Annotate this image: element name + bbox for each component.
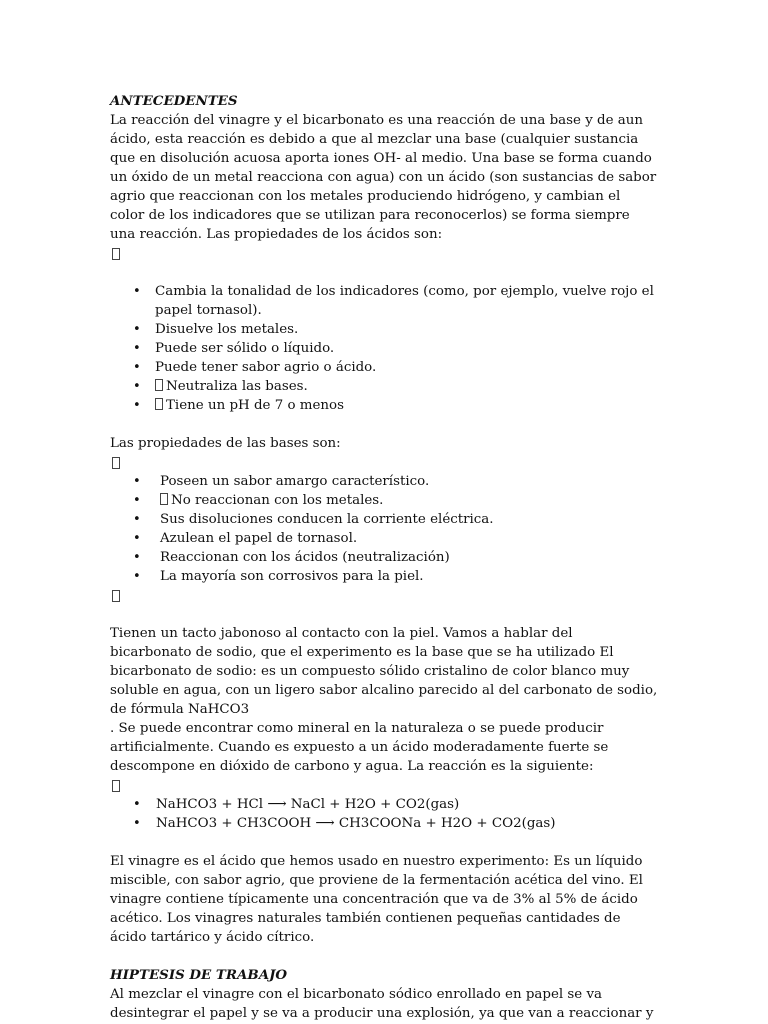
list-item: • No reaccionan con los metales. xyxy=(160,491,658,510)
missing-glyph-box xyxy=(155,379,163,391)
list-item: • Puede ser sólido o líquido. xyxy=(155,339,658,358)
reactions-list xyxy=(110,795,658,833)
reaction-item: • NaHCO3 + HCl ⟶ NaCl + H2O + CO2(gas) xyxy=(156,795,658,814)
list-item: • Tiene un pH de 7 o menos xyxy=(155,396,658,415)
list-item: • Azulean el papel de tornasol. xyxy=(160,529,658,548)
list-item: • Puede tener sabor agrio o ácido. xyxy=(155,358,658,377)
hipotesis-heading: HIPTESIS DE TRABAJO xyxy=(110,967,288,983)
list-item: • Reaccionan con los ácidos (neutralización) xyxy=(160,548,658,567)
bases-intro: Las propiedades de las bases son: xyxy=(110,436,341,451)
document-page xyxy=(110,92,658,1023)
list-item: • La mayoría son corrosivos para la piel. xyxy=(160,567,658,586)
bicarbonate-paragraph-continued: . Se puede encontrar como mineral en la naturaleza o se puede producir artificialmente. Cuando es expuesto a un ácido moderadamente fuerte se descompone en dióxido de carbono y agua. La reacción es la siguiente: xyxy=(110,721,609,774)
list-item: • Sus disoluciones conducen la corriente eléctrica. xyxy=(160,510,658,529)
missing-glyph-box xyxy=(110,586,658,605)
acid-properties-list xyxy=(110,282,658,415)
bicarbonate-paragraph: Tienen un tacto jabonoso al contacto con la piel. Vamos a hablar del bicarbonato de sodio, que el experimento es la base que se ha utilizado El bicarbonato de sodio: es un compuesto sólido cristalino de color blanco muy soluble en agua, con un ligero sabor alcalino parecido al del carbonato de sodio, de fórmula NaHCO3 xyxy=(110,626,658,717)
vinegar-paragraph: El vinagre es el ácido que hemos usado en nuestro experimento: Es un líquido miscible, con sabor agrio, que proviene de la fermentación acética del vino. El vinagre contiene típicamente una concentración que va de 3% al 5% de ácido acético. Los vinagres naturales también contienen pequeñas cantidades de ácido tartárico y ácido cítrico. xyxy=(110,854,643,945)
list-item: • Disuelve los metales. xyxy=(155,320,658,339)
missing-glyph-box xyxy=(160,493,168,505)
antecedentes-heading: ANTECEDENTES xyxy=(110,93,238,109)
intro-paragraph: La reacción del vinagre y el bicarbonato es una reacción de una base y de aun ácido, esta reacción es debido a que al mezclar una base (cualquier sustancia que en disolución acuosa aporta iones OH- al medio. Una base se forma cuando un óxido de un metal reacciona con agua) con un ácido (son sustancias de sabor agrio que reaccionan con los metales produciendo hidrógeno, y cambian el color de los indicadores que se utilizan para reconocerlos) se forma siempre una reacción. Las propiedades de los ácidos son: xyxy=(110,113,657,242)
hipotesis-paragraph: Al mezclar el vinagre con el bicarbonato sódico enrollado en papel se va desintegrar el papel y se va a producir una explosión, ya que van a reaccionar y xyxy=(110,987,654,1021)
missing-glyph-box xyxy=(110,776,658,795)
base-properties-list xyxy=(110,472,658,586)
reaction-item: • NaHCO3 + CH3COOH ⟶ CH3COONa + H2O + CO2(gas) xyxy=(156,814,658,833)
missing-glyph-box xyxy=(110,453,658,472)
missing-glyph-box xyxy=(155,398,163,410)
list-item: • Neutraliza las bases. xyxy=(155,377,658,396)
list-item: • Poseen un sabor amargo característico. xyxy=(160,472,658,491)
list-item: • Cambia la tonalidad de los indicadores (como, por ejemplo, vuelve rojo el papel tornasol). xyxy=(155,282,658,320)
missing-glyph-box xyxy=(110,244,658,263)
